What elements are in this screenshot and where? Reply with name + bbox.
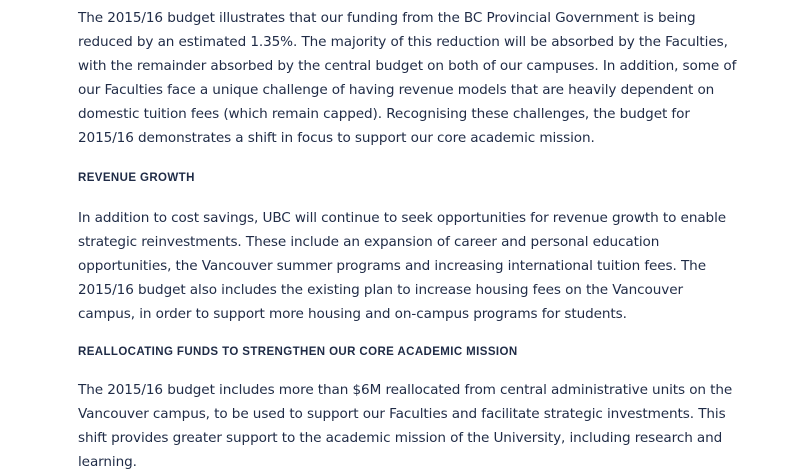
reallocating-funds-heading: REALLOCATING FUNDS TO STRENGTHEN OUR CORE ACADEMIC MISSION xyxy=(78,346,518,358)
reallocating-funds-paragraph: The 2015/16 budget includes more than $6M reallocated from central administrative units on the Vancouver campus, to be used to support our Faculties and facilitate strategic investments. This shift provides greater support to the academic mission of the University, including research and learning. xyxy=(78,382,733,470)
revenue-growth-heading: REVENUE GROWTH xyxy=(78,172,195,184)
budget-overview-paragraph: The 2015/16 budget illustrates that our funding from the BC Provincial Government is being reduced by an estimated 1.35%. The majority of this reduction will be absorbed by the Faculties, with the remainder absorbed by the central budget on both of our campuses. In addition, some of our Faculties face a unique challenge of having revenue models that are heavily dependent on domestic tuition fees (which remain capped). Recognising these challenges, the budget for 2015/16 demonstrates a shift in focus to support our core academic mission. xyxy=(78,10,737,146)
revenue-growth-paragraph: In addition to cost savings, UBC will continue to seek opportunities for revenue growth to enable strategic reinvestments. These include an expansion of career and personal education opportunities, the Vancouver summer programs and increasing international tuition fees. The 2015/16 budget also includes the existing plan to increase housing fees on the Vancouver campus, in order to support more housing and on-campus programs for students. xyxy=(78,210,727,322)
